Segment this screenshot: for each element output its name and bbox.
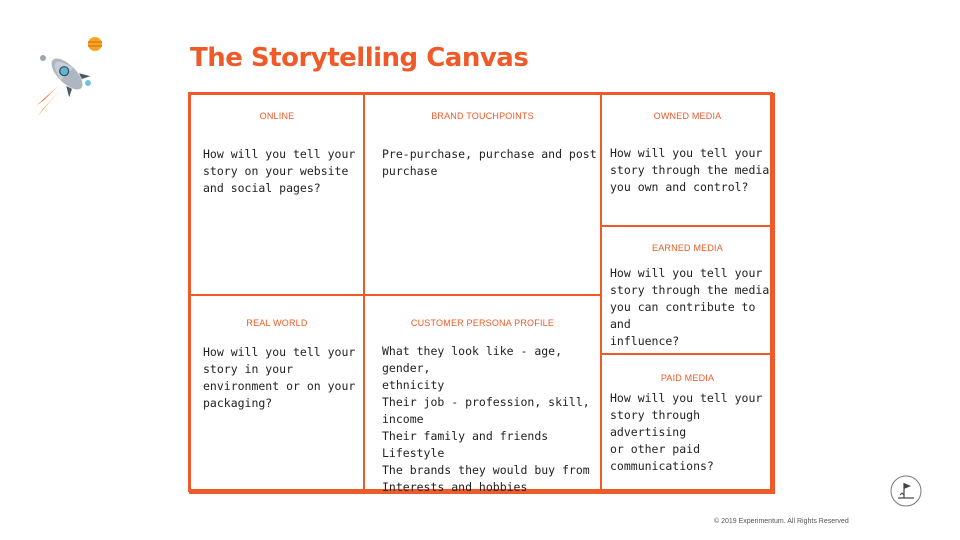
cell-heading: OWNED MEDIA xyxy=(653,111,722,121)
cell-heading: EARNED MEDIA xyxy=(652,243,723,253)
cell-text: How will you tell your story through the media you own and control? xyxy=(610,146,770,194)
cell-text: How will you tell your story through advertising or other paid communications? xyxy=(610,391,763,473)
cell-text: What they look like - age, gender, ethnicity Their job - profession, skill, income Their family and friends Lifestyle The brands they would buy from Interests and hobbies xyxy=(382,344,590,494)
cell-earned-media xyxy=(600,225,775,355)
cell-online xyxy=(189,93,365,296)
flag-badge-icon xyxy=(889,474,923,508)
cell-heading: REAL WORLD xyxy=(246,318,308,328)
cell-real-world xyxy=(189,294,365,494)
cell-heading: CUSTOMER PERSONA PROFILE xyxy=(410,318,555,328)
cell-text: How will you tell your story in your environment or on your packaging? xyxy=(203,345,356,410)
cell-heading: PAID MEDIA xyxy=(660,373,715,383)
cell-heading: BRAND TOUCHPOINTS xyxy=(431,111,534,121)
cell-paid-media xyxy=(600,353,775,494)
cell-customer-persona xyxy=(363,294,602,494)
cell-brand-touchpoints xyxy=(363,93,602,296)
cell-heading: ONLINE xyxy=(259,111,295,121)
rocket-logo-icon xyxy=(22,34,108,120)
cell-text: How will you tell your story through the media you can contribute to and influence? xyxy=(610,266,770,348)
cell-text: Pre-purchase, purchase and post purchase xyxy=(382,147,597,178)
page-title: The Storytelling Canvas xyxy=(190,43,529,73)
cell-owned-media xyxy=(600,93,775,227)
copyright-text: © 2019 Experimentum. All Rights Reserved xyxy=(714,518,849,525)
cell-text: How will you tell your story on your website and social pages? xyxy=(203,147,356,195)
storytelling-canvas xyxy=(188,92,773,492)
